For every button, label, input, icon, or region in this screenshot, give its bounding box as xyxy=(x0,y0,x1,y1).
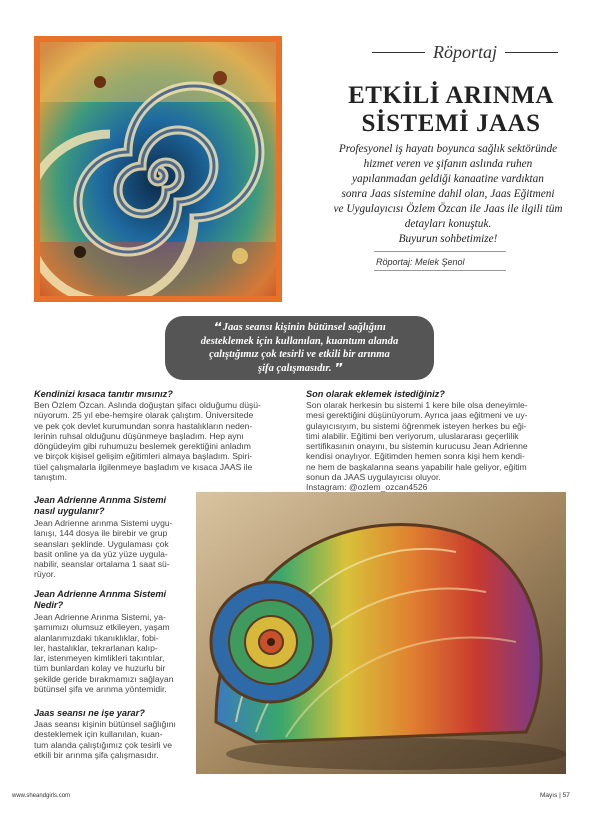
text-line: lanışı, 144 dosya ile birebir ve grup xyxy=(34,528,168,539)
answer-text xyxy=(34,518,192,580)
intro-line: detayları konuştuk. xyxy=(404,218,492,230)
answer-text xyxy=(306,400,566,492)
footer-page-number: Mayıs | 57 xyxy=(540,792,570,799)
heading-line: Jean Adrienne Arınma Sistemi xyxy=(34,495,167,505)
section-label: Röportaj xyxy=(433,41,498,62)
intro-line: sonra Jaas sistemine dahil olan, Jaas Eğitmeni xyxy=(341,188,555,200)
answer-text xyxy=(34,719,192,760)
intro-line: yapılanmadan geldiği kanaatine vardıktan xyxy=(352,173,544,185)
question-heading xyxy=(34,589,166,611)
byline-rule-top xyxy=(374,251,506,252)
intro-line: Profesyonel iş hayatı boyunca sağlık sektöründe xyxy=(338,143,558,155)
article-title xyxy=(322,82,580,138)
text-line: basit online ya da yüz yüze uygula- xyxy=(34,548,168,559)
pull-quote xyxy=(165,316,434,380)
title-line-1: ETKİLİ ARINMA xyxy=(348,82,554,109)
text-line: nabilir, seanslar ortalama 1 saat sü- xyxy=(34,559,170,569)
question-heading: Son olarak eklemek istediğiniz? xyxy=(306,389,445,399)
text-line: bütünsel şifa ve arınma yöntemidir. xyxy=(34,683,167,694)
text-line: Jean Adrienne Arınma Sistemi, ya- xyxy=(34,612,166,622)
question-heading: Kendinizi kısaca tanıtır mısınız? xyxy=(34,389,173,399)
text-line: döngüdeyim gibi ruhumuzu beslemek gerektiğini anladım xyxy=(34,441,251,451)
text-line: şekilde geride bırakmamızı sağlayan xyxy=(34,673,174,684)
text-line: Son olarak herkesin bu sistemi 1 kere bile olsa deneyimle- xyxy=(306,400,528,410)
text-line: etkili bir arınma şifa çalışmasıdır. xyxy=(34,749,159,760)
text-line: mesi gerektiğini düşünüyorum. Ayrıca jaas eğitmeni ve uy- xyxy=(306,410,528,421)
answer-text xyxy=(34,612,192,694)
quote-line xyxy=(165,321,434,335)
text-line: ve pek çok devlet kurumundan sonra hastalıkların neden- xyxy=(34,420,253,431)
intro-line: Buyurun sohbetimize! xyxy=(398,233,498,245)
intro-line: hizmet veren ve şifanın aslında ruhen xyxy=(363,158,533,170)
text-line: sonun da JAAS uygulayıcısı oluyor. xyxy=(306,471,441,482)
section-rule-right xyxy=(505,52,558,53)
heading-line: Jean Adrienne Arınma Sistemi xyxy=(34,589,167,599)
text-line: Jaas seansı kişinin bütünsel sağlığını xyxy=(34,719,176,729)
text-line: Jean Adrienne arınma Sistemi uygu- xyxy=(34,518,173,528)
title-line-2: SİSTEMİ JAAS xyxy=(361,110,541,137)
byline: Röportaj: Melek Şenol xyxy=(376,257,465,267)
snail-shell-image xyxy=(196,492,566,774)
text-line: Ben Özlem Özcan. Aslında doğuştan şifacı olduğumu düşü- xyxy=(34,400,261,410)
text-line: tüm bunlardan kolay ve huzurlu bir xyxy=(34,663,166,674)
quote-line: çalıştığımız çok tesirli ve etkili bir arınma xyxy=(209,349,390,360)
text-line: nüyorum. 25 yıl ebe-hemşire olarak çalıştım. Üniversitede xyxy=(34,410,254,421)
heading-line: Nedir? xyxy=(34,600,64,610)
article-intro xyxy=(306,142,590,247)
text-line: rüyor. xyxy=(34,569,56,580)
text-line: gulayıcısıyım, bu sistemi öğrenmek isteyen herkes bu eği- xyxy=(306,420,527,431)
text-line: tanıştım. xyxy=(34,471,67,482)
question-heading: Jaas seansı ne işe yarar? xyxy=(34,708,145,718)
question-heading xyxy=(34,495,166,517)
text-line: timi alabilir. Eğitimi ben veriyorum, uluslararası geçerlilik xyxy=(306,430,519,441)
text-line: seansları şeklinde. Uygulaması çok xyxy=(34,538,169,549)
open-quote-icon: ❛❛ xyxy=(213,322,221,333)
quote-line xyxy=(165,362,434,376)
text-line: ne hem de başkalarına seans yapabilir hale geliyor, eğitim xyxy=(306,461,527,472)
text-line: ler, hastalıklar, tekrarlanan kalıp- xyxy=(34,642,158,653)
text-line: lar, istenmeyen kimlikleri takıntılar, xyxy=(34,653,165,663)
text-line: tum alanda çalıştığımız çok tesirli ve xyxy=(34,739,173,750)
text-line: Instagram: @ozlem_ozcan4526 xyxy=(306,482,428,492)
quote-line: desteklemek için kullanılan, kuantum alanda xyxy=(200,335,399,347)
section-header xyxy=(372,40,558,64)
quote-text: şifa çalışmasıdır. xyxy=(257,362,332,374)
text-line: ve birçok kişisel gelişim eğitimleri almaya başladım. Spiri- xyxy=(34,451,253,462)
close-quote-icon: ❜❜ xyxy=(334,362,342,374)
text-line: tüel çalışmalarla ilgilenmeye başladım ve kısaca JAAS ile xyxy=(34,461,253,472)
text-line: desteklemek için kullanılan, kuan- xyxy=(34,729,163,740)
answer-text xyxy=(34,400,296,482)
text-line: sertifikasının onayını, bu sistemin kurucusu Jean Adrienne xyxy=(306,441,528,451)
spiral-painting xyxy=(34,36,282,302)
text-line: lerinin ruhsal olduğunu düşünmeye başladım. Hep aynı xyxy=(34,430,244,441)
quote-text: Jaas seansı kişinin bütünsel sağlığını xyxy=(222,322,386,333)
text-line: alanlarımızdaki tıkanıklıklar, fobi- xyxy=(34,632,159,643)
section-rule-left xyxy=(372,52,425,53)
heading-line: nasıl uygulanır? xyxy=(34,506,105,516)
text-line: kendisi onaylıyor. Eğitimden hemen sonra kişi hem kendi- xyxy=(306,451,525,462)
text-line: şamımızı olumsuz etkileyen, yaşam xyxy=(34,622,170,633)
byline-rule-bottom xyxy=(374,270,506,271)
intro-line: ve Uygulayıcısı Özlem Özcan ile Jaas ile ilgili tüm xyxy=(333,203,563,215)
footer-website: www.sheandgirls.com xyxy=(12,793,71,799)
